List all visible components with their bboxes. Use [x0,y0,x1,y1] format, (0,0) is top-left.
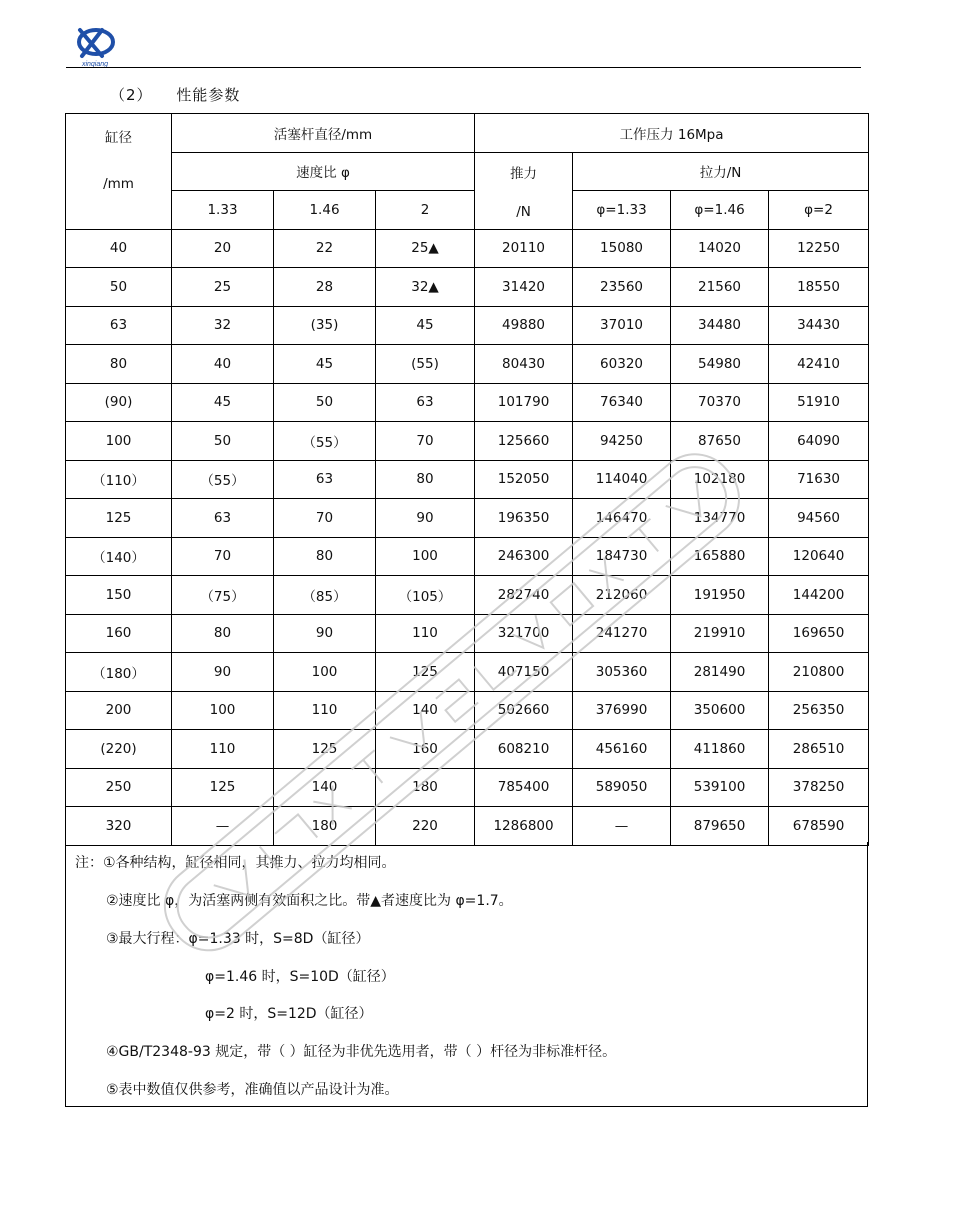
table-cell: 20 [172,229,274,268]
note-line: ②速度比 φ，为活塞两侧有效面积之比。带▲者速度比为 φ=1.7。 [106,893,513,909]
table-cell: （55） [274,422,376,461]
table-cell: 411860 [671,730,769,769]
table-cell: 180 [274,807,376,846]
notes-box [65,842,868,1107]
table-cell: 150 [66,576,172,615]
header-push-label: 推力 [510,165,538,182]
table-cell: 25▲ [376,229,475,268]
table-cell: 282740 [475,576,573,615]
header-pull: 拉力/N [573,152,869,191]
table-cell: 80 [172,614,274,653]
table-cell: 50 [172,422,274,461]
table-cell: 608210 [475,730,573,769]
table-cell: 94250 [573,422,671,461]
table-cell: 785400 [475,768,573,807]
table-cell: 286510 [769,730,869,769]
table-cell: 28 [274,268,376,307]
table-cell: 37010 [573,306,671,345]
table-row [66,730,869,769]
table-cell: 40 [172,345,274,384]
table-cell: 589050 [573,768,671,807]
table-cell: 90 [172,653,274,692]
table-cell: （180） [66,653,172,692]
table-cell: 200 [66,691,172,730]
table-cell: 63 [172,499,274,538]
table-row [66,807,869,846]
table-header-row [66,152,869,191]
table-cell: 110 [376,614,475,653]
table-cell: 34430 [769,306,869,345]
table-cell: 110 [274,691,376,730]
table-cell: 34480 [671,306,769,345]
table-cell: (220) [66,730,172,769]
table-cell: 71630 [769,460,869,499]
table-cell: 140 [376,691,475,730]
table-cell: 45 [172,383,274,422]
header-speed-ratio: 速度比 φ [172,152,475,191]
table-cell: 45 [274,345,376,384]
table-header-row [66,191,869,230]
table-cell: 76340 [573,383,671,422]
table-cell: 32▲ [376,268,475,307]
table-cell: （75） [172,576,274,615]
table-cell: 12250 [769,229,869,268]
table-row [66,768,869,807]
table-cell: 1286800 [475,807,573,846]
table-cell: 160 [66,614,172,653]
table-cell: 246300 [475,537,573,576]
table-cell: 100 [66,422,172,461]
table-cell: 321700 [475,614,573,653]
table-cell: 210800 [769,653,869,692]
table-cell: 40 [66,229,172,268]
note-line: φ=2 时，S=12D（缸径） [205,1006,373,1022]
table-cell: 70370 [671,383,769,422]
table-cell: 125 [172,768,274,807]
table-cell: 879650 [671,807,769,846]
table-cell: 22 [274,229,376,268]
note-line: φ=1.46 时，S=10D（缸径） [205,969,395,985]
note-line: ⑤表中数值仅供参考，准确值以产品设计为准。 [106,1082,399,1098]
table-cell: (35) [274,306,376,345]
note-line: ③最大行程：φ=1.33 时，S=8D（缸径） [106,931,370,947]
header-pull-col: φ=1.33 [573,191,671,230]
table-cell: 90 [274,614,376,653]
table-cell: 31420 [475,268,573,307]
table-cell: 100 [172,691,274,730]
header-divider [66,67,861,68]
table-cell: 125 [66,499,172,538]
table-cell: 220 [376,807,475,846]
table-cell: 539100 [671,768,769,807]
header-rod-diameter: 活塞杆直径/mm [172,114,475,153]
logo-text: xinqiang [81,61,109,68]
table-cell: 350600 [671,691,769,730]
table-cell: — [573,807,671,846]
table-cell: 18550 [769,268,869,307]
table-cell: 45 [376,306,475,345]
table-cell: 678590 [769,807,869,846]
table-row [66,229,869,268]
header-ratio-col: 2 [376,191,475,230]
table-cell: 64090 [769,422,869,461]
table-cell: 502660 [475,691,573,730]
header-pull-col: φ=1.46 [671,191,769,230]
header-working-pressure: 工作压力 16Mpa [475,114,869,153]
table-cell: 125 [376,653,475,692]
table-cell: 180 [376,768,475,807]
table-header-row [66,114,869,153]
table-row [66,383,869,422]
table-cell: 281490 [671,653,769,692]
table-cell: 87650 [671,422,769,461]
table-row [66,576,869,615]
header-push [475,152,573,229]
table-cell: 21560 [671,268,769,307]
table-cell: 120640 [769,537,869,576]
table-cell: 256350 [769,691,869,730]
table-cell: 49880 [475,306,573,345]
section-heading: 性能参数 [176,86,241,104]
table-cell: 80 [274,537,376,576]
table-row [66,422,869,461]
table-cell: (55) [376,345,475,384]
table-cell: 212060 [573,576,671,615]
table-cell: 169650 [769,614,869,653]
table-cell: — [172,807,274,846]
table-cell: 241270 [573,614,671,653]
table-cell: 320 [66,807,172,846]
table-cell: 50 [274,383,376,422]
table-cell: 110 [172,730,274,769]
table-cell: 70 [172,537,274,576]
table-cell: 144200 [769,576,869,615]
table-cell: 456160 [573,730,671,769]
table-row [66,268,869,307]
table-cell: 376990 [573,691,671,730]
table-cell: 114040 [573,460,671,499]
table-cell: 32 [172,306,274,345]
table-cell: 54980 [671,345,769,384]
table-row [66,614,869,653]
table-cell: 23560 [573,268,671,307]
table-cell: 63 [66,306,172,345]
section-title [110,84,240,105]
table-cell: 50 [66,268,172,307]
table-cell: 102180 [671,460,769,499]
table-cell: 80 [376,460,475,499]
section-number: （2） [110,86,153,104]
table-cell: （105） [376,576,475,615]
table-cell: 94560 [769,499,869,538]
table-cell: (90) [66,383,172,422]
table-cell: 70 [274,499,376,538]
table-cell: 63 [376,383,475,422]
table-cell: 63 [274,460,376,499]
table-cell: （110） [66,460,172,499]
table-cell: 20110 [475,229,573,268]
table-cell: 140 [274,768,376,807]
header-bore-unit: /mm [103,176,134,192]
table-cell: 42410 [769,345,869,384]
table-row [66,345,869,384]
table-cell: 70 [376,422,475,461]
table-cell: 125 [274,730,376,769]
table-row [66,653,869,692]
table-cell: 196350 [475,499,573,538]
table-cell: （85） [274,576,376,615]
header-ratio-col: 1.33 [172,191,274,230]
table-cell: 219910 [671,614,769,653]
table-row [66,499,869,538]
table-cell: 184730 [573,537,671,576]
table-cell: 101790 [475,383,573,422]
table-cell: 100 [274,653,376,692]
table-cell: 60320 [573,345,671,384]
table-cell: 25 [172,268,274,307]
table-cell: 134770 [671,499,769,538]
table-cell: 191950 [671,576,769,615]
table-cell: 80 [66,345,172,384]
table-cell: 90 [376,499,475,538]
table-cell: 51910 [769,383,869,422]
table-cell: 100 [376,537,475,576]
table-cell: 165880 [671,537,769,576]
table-cell: 80430 [475,345,573,384]
table-cell: 14020 [671,229,769,268]
note-line: 注：①各种结构，缸径相同，其推力、拉力均相同。 [75,855,396,871]
company-logo [72,26,118,68]
header-ratio-col: 1.46 [274,191,376,230]
table-row [66,691,869,730]
table-cell: 378250 [769,768,869,807]
header-push-unit: /N [516,203,531,220]
table-cell: （55） [172,460,274,499]
table-cell: 250 [66,768,172,807]
table-cell: 305360 [573,653,671,692]
table-cell: 15080 [573,229,671,268]
table-cell: 152050 [475,460,573,499]
header-pull-col: φ=2 [769,191,869,230]
header-bore [66,114,172,230]
note-line: ④GB/T2348-93 规定，带（ ）缸径为非优先选用者，带（ ）杆径为非标准杆径。 [106,1044,617,1060]
table-row [66,306,869,345]
table-cell: 146470 [573,499,671,538]
table-cell: （140） [66,537,172,576]
table-row [66,537,869,576]
table-cell: 125660 [475,422,573,461]
table-cell: 160 [376,730,475,769]
header-bore-label: 缸径 [105,130,132,146]
performance-table [65,113,869,846]
table-cell: 407150 [475,653,573,692]
table-row [66,460,869,499]
